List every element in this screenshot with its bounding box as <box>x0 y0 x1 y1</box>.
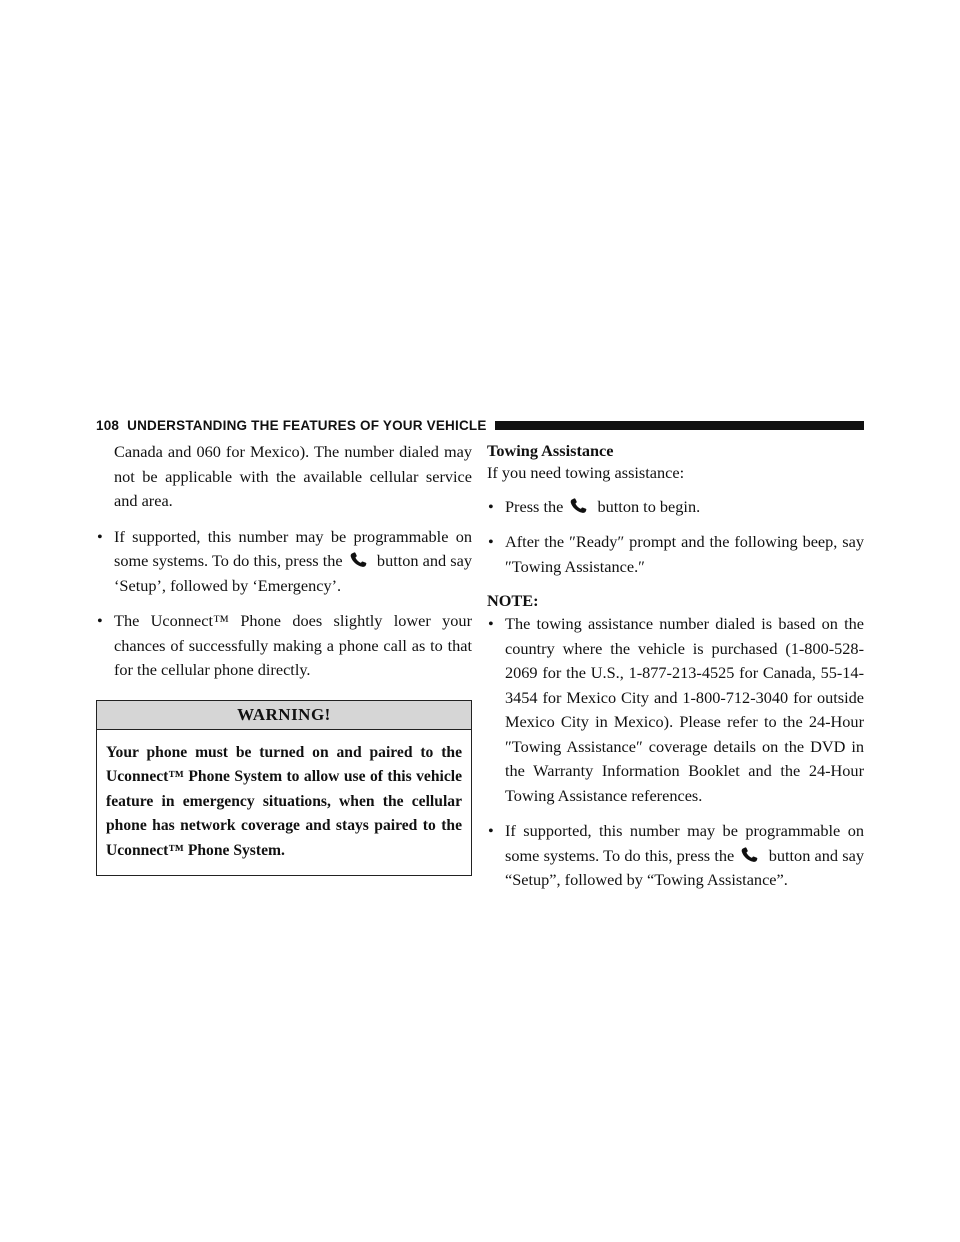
bullet: • <box>488 614 494 633</box>
right-column <box>487 440 864 904</box>
list-item-text: If supported, this number may be programmable on some systems. To do this, press the <box>505 821 864 865</box>
list-item <box>487 819 864 893</box>
bullet: • <box>97 611 103 630</box>
section-title: UNDERSTANDING THE FEATURES OF YOUR VEHICLE <box>127 417 487 433</box>
intro-paragraph: If you need towing assistance: <box>487 463 685 482</box>
phone-handset-icon <box>740 847 762 863</box>
phone-handset-icon <box>349 552 371 568</box>
list-item-text: button and say ‘Setup’, followed by ‘Emergency’. <box>114 551 472 595</box>
bullet: • <box>97 526 103 546</box>
list-item-text: The towing assistance number dialed is based on the country where the vehicle is purchased (1-800-528-2069 for the U.S., 1-877-213-4525 for Canada, 55-14-3454 for Mexico City and 1-800-712-3040 for outside Mexico City in Mexico). Please refer to the 24-Hour ″Towing Assistance″ coverage details on the DVD in the Warranty Information Booklet and the 24-Hour Towing Assistance references. <box>505 614 864 805</box>
list-item <box>96 525 472 599</box>
phone-handset-icon <box>569 498 591 514</box>
list-item-text: button and say “Setup”, followed by “Towing Assistance”. <box>505 845 864 889</box>
warning-heading: WARNING! <box>97 701 471 730</box>
bullet: • <box>488 821 494 840</box>
list-item-text: Press the <box>505 496 564 516</box>
towing-assistance-heading: Towing Assistance <box>487 441 614 460</box>
bullet: • <box>488 532 494 551</box>
continued-paragraph: Canada and 060 for Mexico). The number dialed may not be applicable with the available cellular service and area. <box>114 442 472 510</box>
list-item <box>487 612 864 808</box>
list-item <box>487 530 864 579</box>
note-label: NOTE: <box>487 591 539 610</box>
warning-text: Your phone must be turned on and paired to the Uconnect™ Phone System to allow use of this vehicle feature in emergency situations, when the cellular phone has network coverage and stays paired to the Uconnect™ Phone System. <box>106 743 462 859</box>
note-list <box>487 612 864 893</box>
towing-steps-list <box>487 495 864 580</box>
page-number: 108 <box>96 417 120 433</box>
running-header <box>96 416 864 434</box>
left-bullet-list <box>96 525 472 683</box>
list-item-text: After the ″Ready″ prompt and the following beep, say ″Towing Assistance.″ <box>505 532 864 576</box>
list-item-text: If supported, this number may be programmable on some systems. To do this, press the <box>114 526 472 570</box>
list-item <box>96 609 472 683</box>
warning-box <box>96 700 472 877</box>
left-column <box>96 440 472 876</box>
list-item-text: The Uconnect™ Phone does slightly lower your chances of successfully making a phone call as to that for the cellular phone directly. <box>114 611 472 679</box>
bullet: • <box>488 496 494 516</box>
list-item <box>487 495 864 520</box>
header-rule <box>495 421 864 430</box>
list-item-text: button to begin. <box>597 496 701 516</box>
